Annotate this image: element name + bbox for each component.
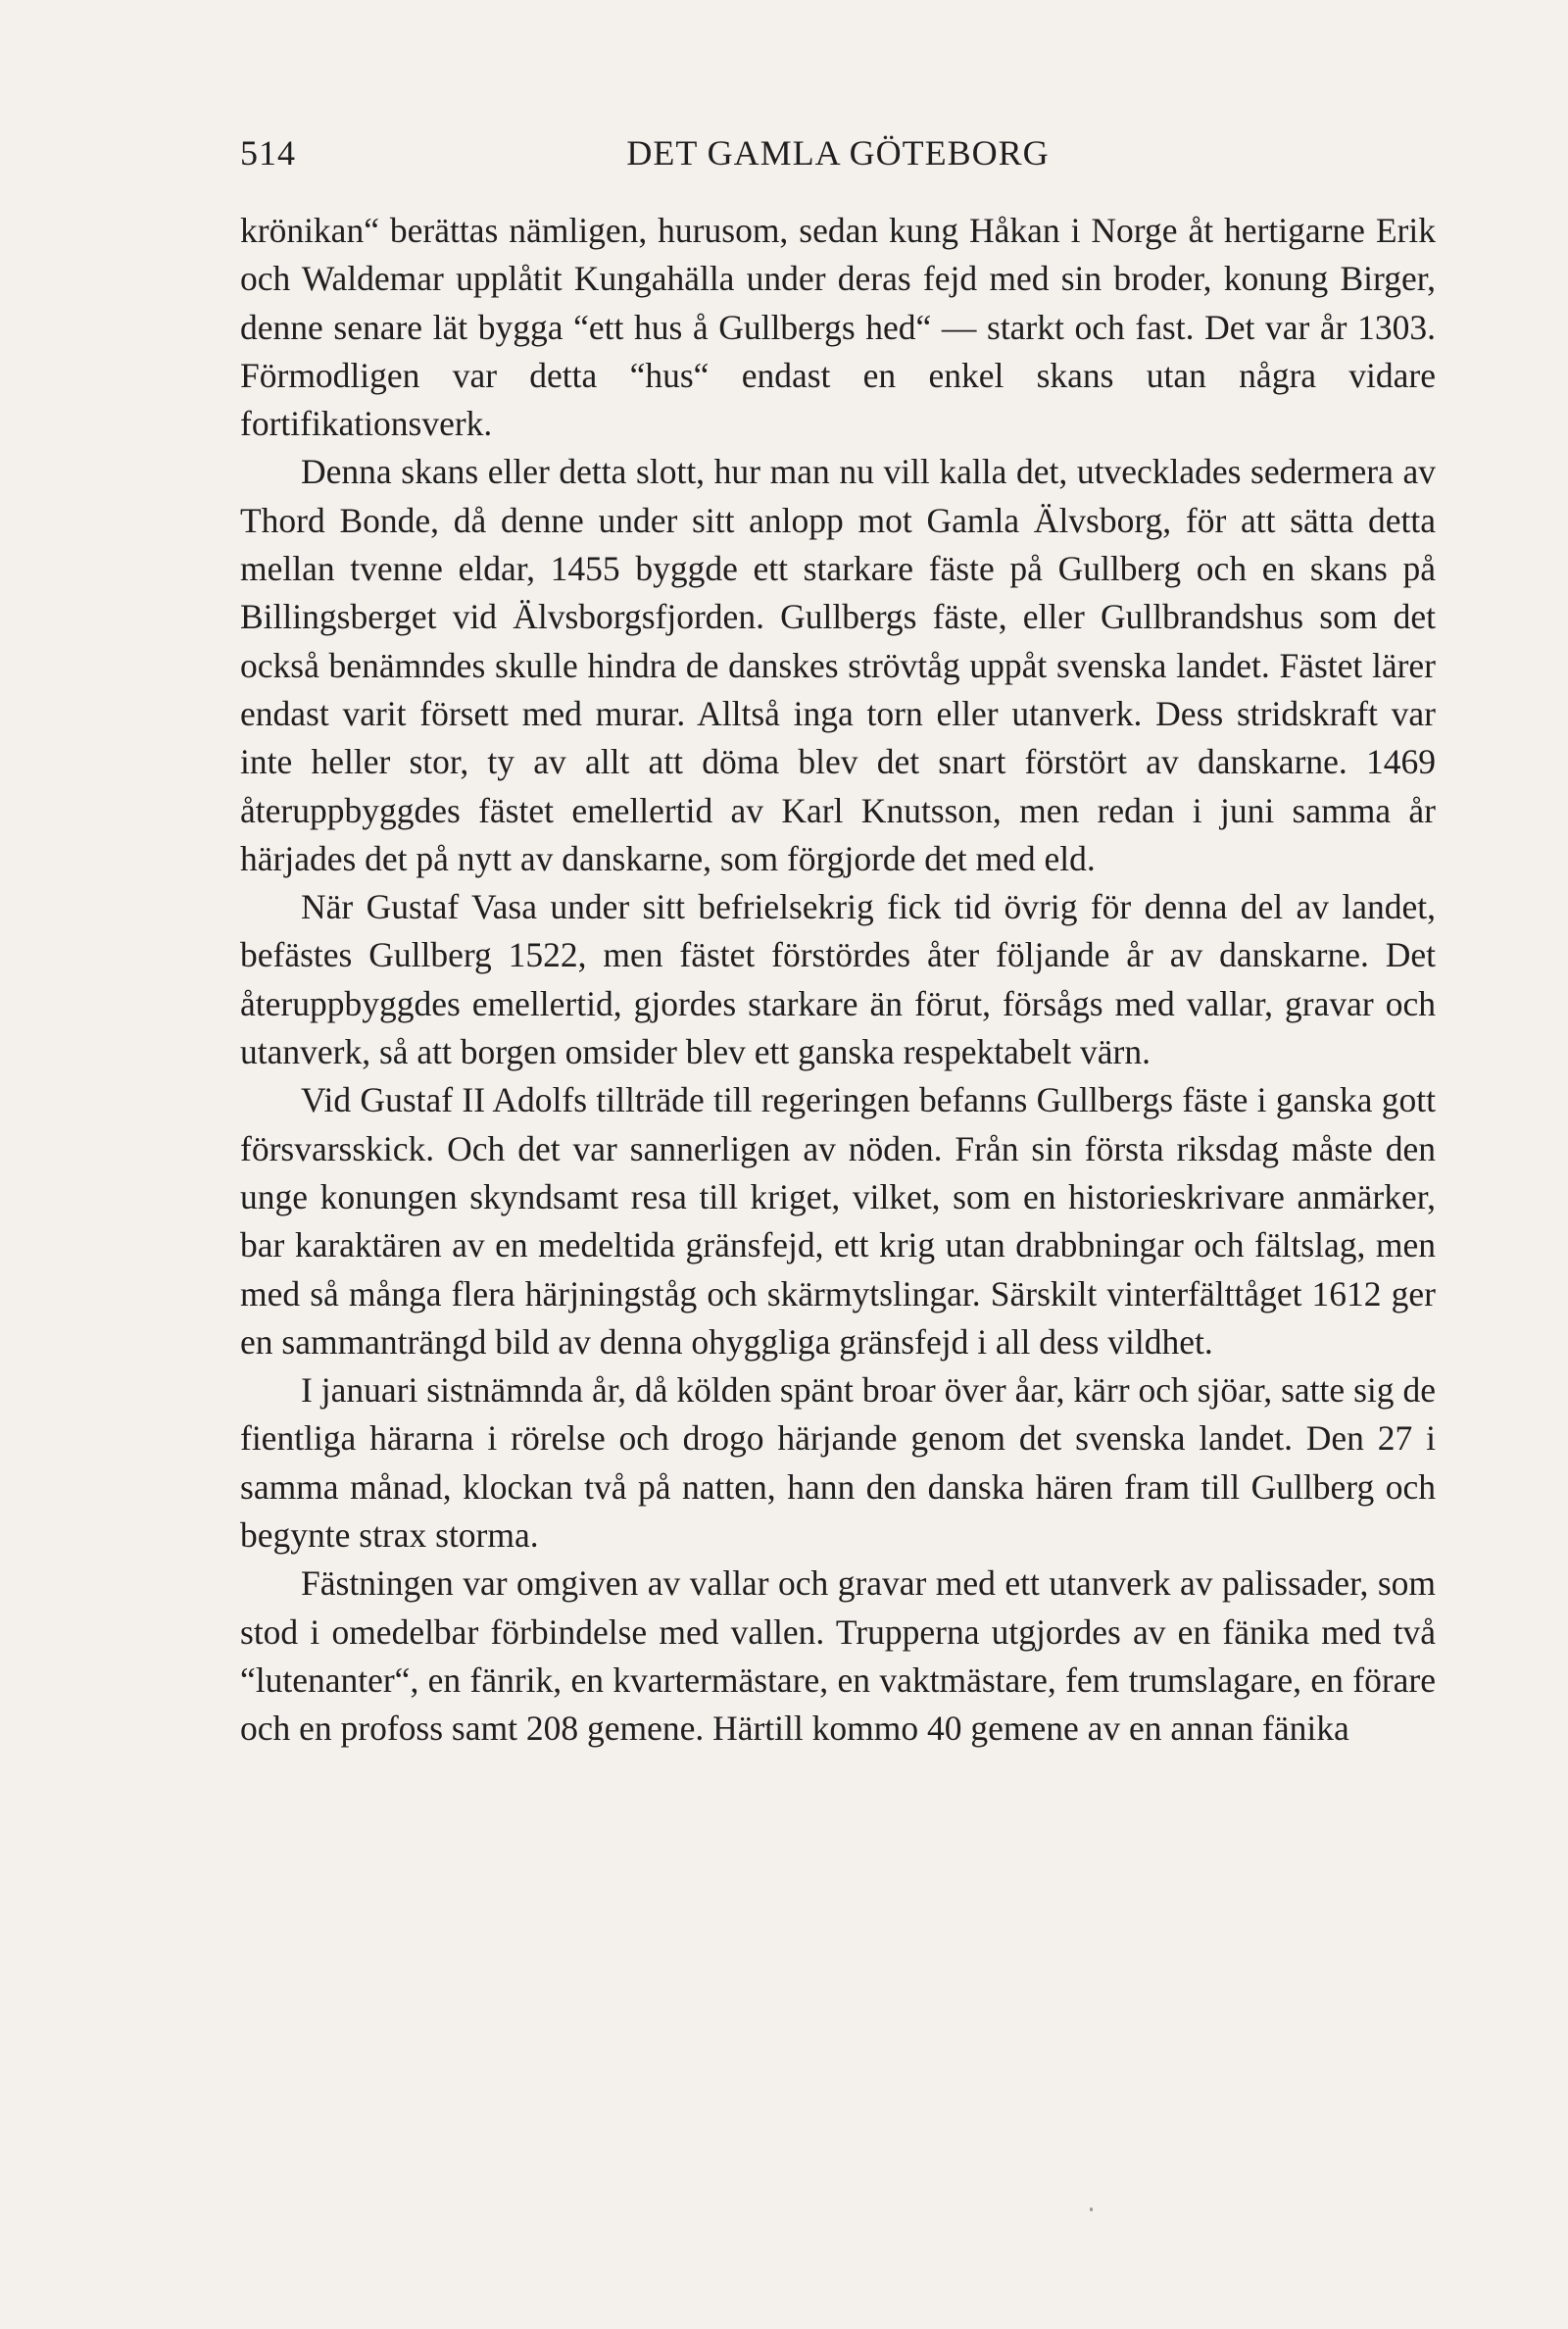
paragraph: När Gustaf Vasa under sitt befrielsekrig fick tid övrig för denna del av landet, befästes Gullberg 1522, men fästet förstördes åter följande år av danskarne. Det återuppbyggdes emellertid, gjordes starkare än förut, försågs med vallar, gravar och utanverk, så att borgen omsider blev ett ganska respektabelt värn. — [240, 887, 1436, 1072]
paper-speck — [1090, 2207, 1093, 2211]
paragraph: Vid Gustaf II Adolfs tillträde till regeringen befanns Gullbergs fäste i ganska gott försvarsskick. Och det var sannerligen av nöden. Från sin första riksdag måste den unge konungen skyndsamt resa till kriget, vilket, som en historieskrivare anmärker, bar karaktären av en medeltida gränsfejd, ett krig utan drabbningar och fältslag, men med så många flera härjningståg och skärmytslingar. Särskilt vinterfälttåget 1612 ger en sammanträngd bild av denna ohyggliga gränsfejd i all dess vildhet. — [240, 1080, 1436, 1362]
paragraph: Denna skans eller detta slott, hur man nu vill kalla det, utvecklades sedermera av Thord Bonde, då denne under sitt anlopp mot Gamla Älvsborg, för att sätta detta mellan tvenne eldar, 1455 byggde ett starkare fäste på Gullberg och en skans på Billingsberget vid Älvsborgsfjorden. Gullbergs fäste, eller Gullbrandshus som det också benämndes skulle hindra de danskes strövtåg uppåt svenska landet. Fästet lärer endast varit försett med murar. Alltså inga torn eller utanverk. Dess stridskraft var inte heller stor, ty av allt att döma blev det snart förstört av danskarne. 1469 återuppbyggdes fästet emellertid av Karl Knutsson, men redan i juni samma år härjades det på nytt av danskarne, som förgjorde det med eld. — [240, 452, 1436, 878]
paragraph: krönikan“ berättas nämligen, hurusom, sedan kung Håkan i Norge åt hertigarne Erik och Waldemar upplåtit Kungahälla under deras fejd med sin broder, konung Birger, denne senare lät bygga “ett hus å Gullbergs hed“ — starkt och fast. Det var år 1303. Förmodligen var detta “hus“ endast en enkel skans utan några vidare fortifikationsverk. — [240, 211, 1436, 444]
paragraph: I januari sistnämnda år, då kölden spänt broar över åar, kärr och sjöar, satte sig de fientliga härarna i rörelse och drogo härjande genom det svenska landet. Den 27 i samma månad, klockan två på natten, hann den danska hären fram till Gullberg och begynte strax storma. — [240, 1370, 1436, 1556]
running-title: DET GAMLA GÖTEBORG — [626, 133, 1050, 173]
page-header — [240, 132, 1436, 181]
page-number: 514 — [240, 133, 296, 173]
body-text — [240, 207, 1436, 1754]
paragraph: Fästningen var omgiven av vallar och gravar med ett utanverk av palissader, som stod i omedelbar förbindelse med vallen. Trupperna utgjordes av en fänika med två “lutenanter“, en fänrik, en kvartermästare, en vaktmästare, fem trumslagare, en förare och en profoss samt 208 gemene. Härtill kommo 40 gemene av en annan fänika — [240, 1563, 1436, 1749]
